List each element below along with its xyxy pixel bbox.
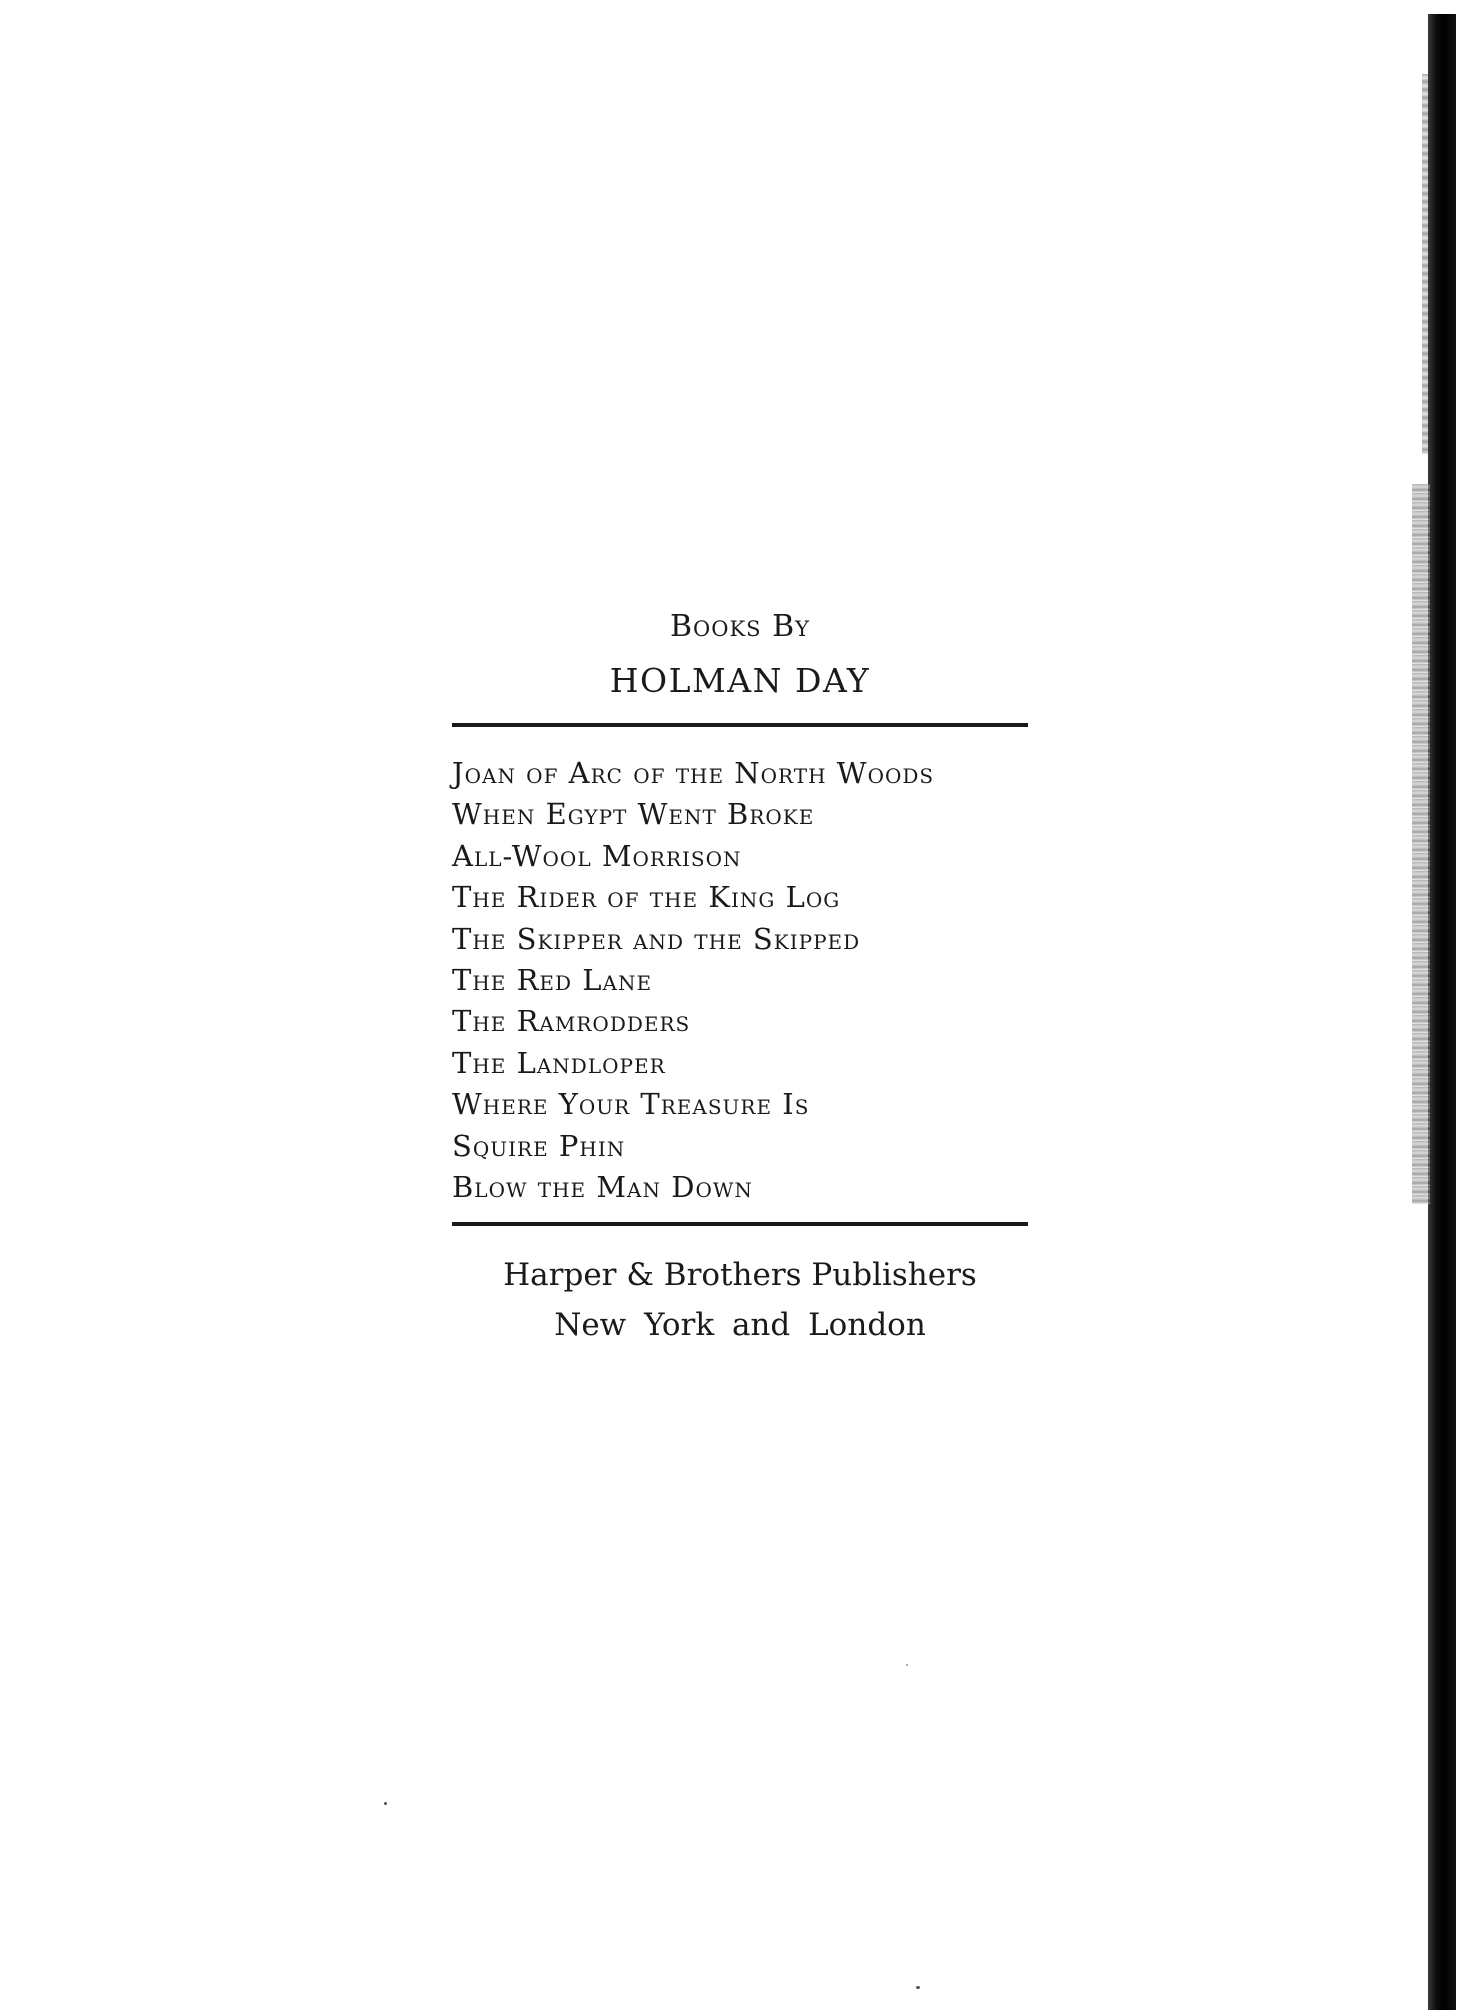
publisher-city: New York and London [554,1307,926,1344]
binding-fray [1412,484,1430,1204]
books-by-heading: Books By [670,609,810,644]
book-title: The Ramrodders [452,1004,691,1039]
scan-speck [916,1986,920,1989]
author-name: HOLMAN DAY [609,661,871,700]
book-title: The Landloper [452,1045,666,1080]
scan-speck [906,1664,908,1666]
book-title: Squire Phin [452,1128,626,1163]
book-title: Where Your Treasure Is [452,1087,810,1122]
book-title: Blow the Man Down [452,1169,753,1204]
publisher-imprint [452,1250,1028,1350]
book-title: The Red Lane [452,962,653,997]
top-rule [452,723,1028,727]
book-titles-list [452,753,1028,1208]
book-title: The Rider of the King Log [452,880,841,915]
binding-edge [1428,14,1456,2010]
publisher-name: Harper & Brothers Publishers [503,1257,977,1294]
book-title: All-Wool Morrison [452,838,742,873]
books-list-block [452,609,1028,1350]
binding-fray-upper [1422,74,1428,454]
book-title: When Egypt Went Broke [452,797,815,832]
scan-speck [384,1802,387,1805]
book-title: Joan of Arc of the North Woods [452,756,935,790]
bottom-rule [452,1222,1028,1226]
book-title: The Skipper and the Skipped [452,921,861,956]
